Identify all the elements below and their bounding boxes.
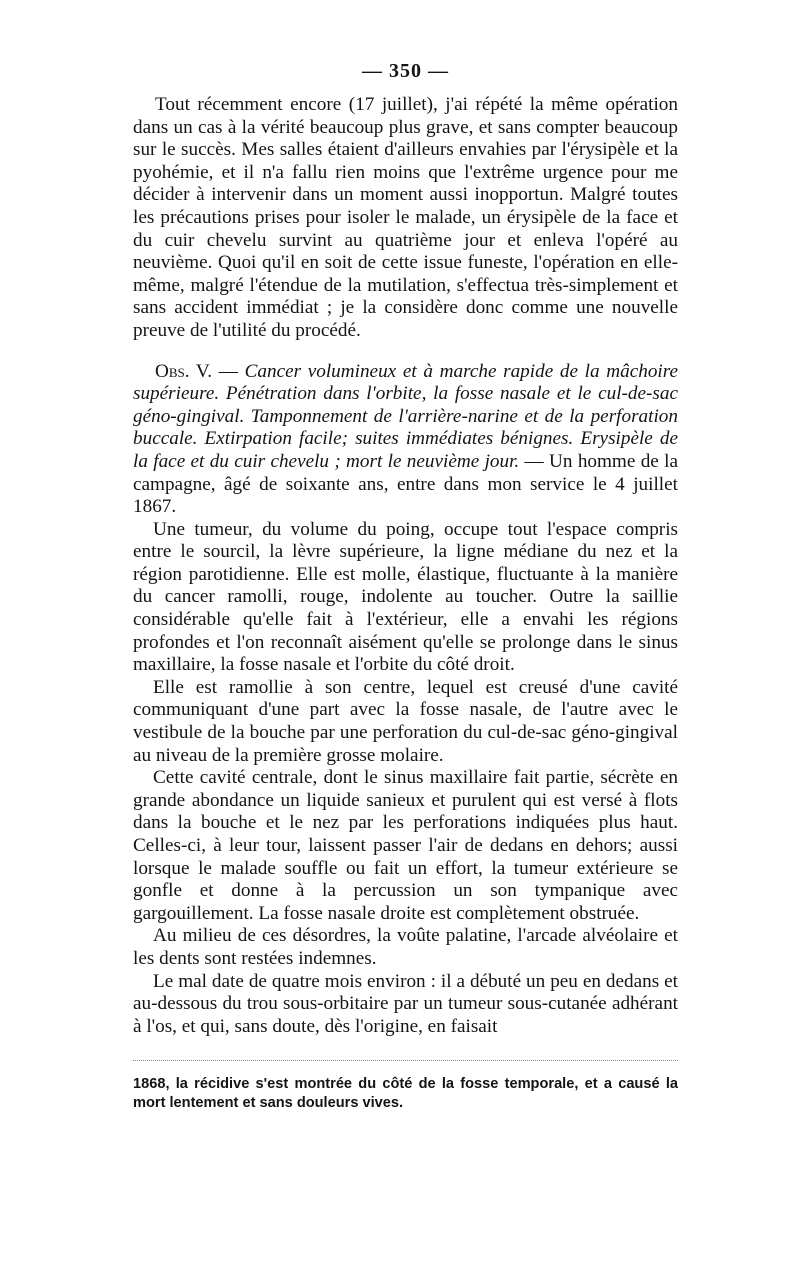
- book-page: [133, 58, 678, 1113]
- observation-title: Cancer volumineux et à marche rapide de la mâchoire supérieure. Pénétration dans l'orbite, la fosse nasale et le cul-de-sac géno-gingival. Tamponnement de l'arrière-narine et de la perforation buccale. Extirpation facile; suites immédiates bénignes. Erysipèle de la face et du cuir chevelu ; mort le neuvième jour.: [133, 360, 679, 472]
- paragraph-central-cavity: Cette cavité centrale, dont le sinus maxillaire fait partie, sécrète en grande abondance un liquide sanieux et purulent qui est versé à flots dans la bouche et le nez par les perforations indiquées plus haut. Celles-ci, à leur tour, laissent passer l'air de dedans en dehors; aussi lorsque le malade souffle ou fait un effort, la tumeur extérieure se gonfle et donne à la percussion un son tympanique avec gargouillement. La fosse nasale droite est complètement obstruée.: [133, 767, 678, 924]
- observation-heading: [133, 361, 678, 519]
- paragraph-tumor-description: Une tumeur, du volume du poing, occupe tout l'espace compris entre le sourcil, la lèvre supérieure, la ligne médiane du nez et la région parotidienne. Elle est molle, élastique, fluctuante à la manière du cancer ramolli, rouge, indolente au toucher. Outre la saillie considérable qu'elle fait à l'extérieur, elle a envahi les régions profondes et l'on reconnaît aisément qu'elle se prolonge dans le sinus maxillaire, la fosse nasale et l'orbite du côté droit.: [133, 518, 678, 676]
- paragraph-history: Le mal date de quatre mois environ : il a débuté un peu en dedans et au-dessous du trou sous-orbitaire par un tumeur sous-cutanée adhérant à l'os, et qui, sans doute, dès l'origine, en faisait: [133, 970, 678, 1037]
- paragraph-operation-report: Tout récemment encore (17 juillet), j'ai répété la même opération dans un cas à la vérité beaucoup plus grave, et sans compter beaucoup sur le succès. Mes salles étaient d'ailleurs envahies par l'érysipèle et la pyohémie, et il n'a fallu rien moins que l'extrême urgence pour me décider à intervenir dans un moment aussi inopportun. Malgré toutes les précautions prises pour isoler le malade, un érysipèle de la face et du cuir chevelu survint au quatrième jour et enleva l'opéré au neuvième. Quoi qu'il en soit de cette issue funeste, l'opération en elle-même, malgré l'étendue de la mutilation, s'effectua très-simplement et sans accident immédiat ; je la considère donc comme une nouvelle preuve de l'utilité du procédé.: [133, 94, 678, 341]
- observation-dash: —: [212, 360, 245, 382]
- page-number: — 350 —: [362, 60, 449, 82]
- footnote-divider: [133, 1060, 678, 1061]
- observation-intro: — Un homme de la campagne, âgé de soixante ans, entre dans mon service le 4 juillet 1867.: [133, 450, 678, 518]
- paragraph-palate-intact: Au milieu de ces désordres, la voûte palatine, l'arcade alvéolaire et les dents sont restées indemnes.: [133, 925, 678, 969]
- paragraph-tumor-cavity: Elle est ramollie à son centre, lequel est creusé d'une cavité communiquant d'une part avec la fosse nasale, de l'autre avec le vestibule de la bouche par une perforation du cul-de-sac géno-gingival au niveau de la première grosse molaire.: [133, 676, 678, 766]
- observation-label: Obs. V.: [155, 360, 213, 382]
- footnote: 1868, la récidive s'est montrée du côté de la fosse temporale, et a causé la mort lentement et sans douleurs vives.: [133, 1076, 678, 1112]
